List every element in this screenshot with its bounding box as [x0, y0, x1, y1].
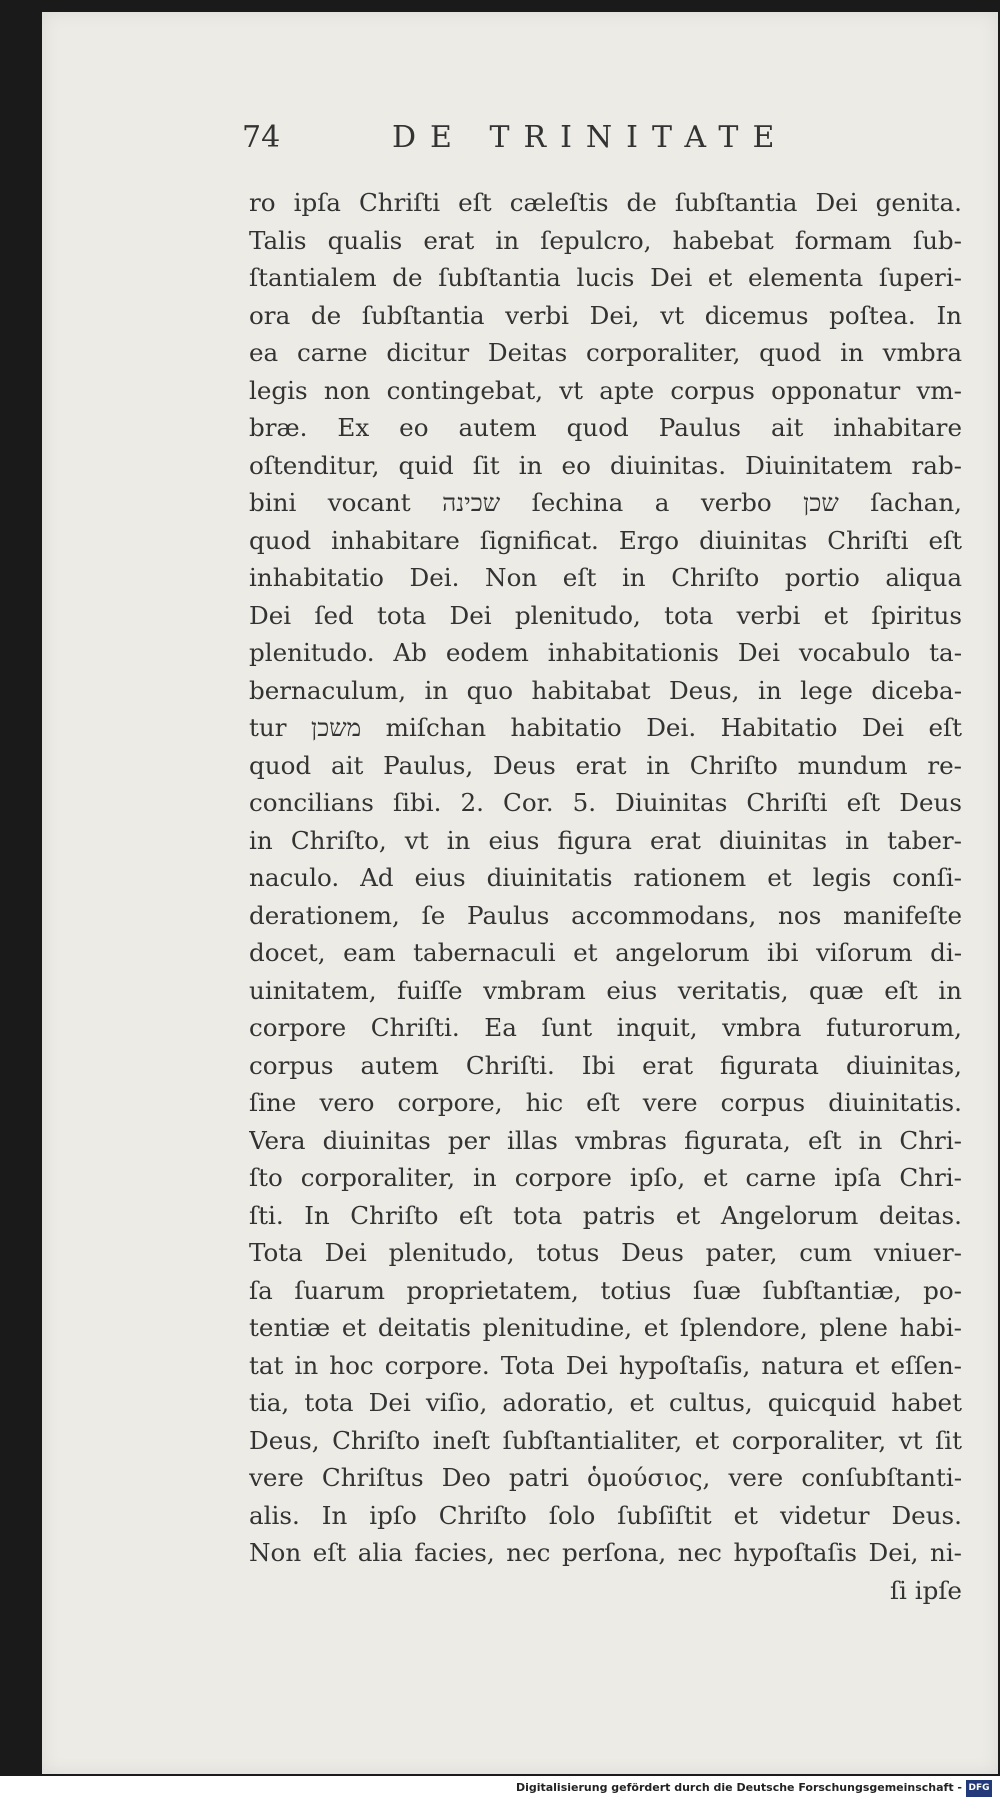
- text-line: quod inhabitare ſignificat. Ergo diuinitas Chriſti eſt: [249, 525, 962, 555]
- text-line: bini vocant שכינה ſechina a verbo שכן ſachan,: [249, 488, 962, 517]
- digitization-credit: Digitalisierung gefördert durch die Deutsche Forschungsgemeinschaft -: [515, 1781, 962, 1794]
- text-line: inhabitatio Dei. Non eſt in Chriſto portio aliqua: [249, 563, 962, 592]
- text-line: ro ipſa Chriſti eſt cæleſtis de ſubſtantia Dei genita.: [249, 188, 962, 217]
- page-number: 74: [242, 120, 281, 155]
- text-line: Vera diuinitas per illas vmbras figurata, eſt in Chri-: [249, 1125, 962, 1155]
- text-line: tia, tota Dei viſio, adoratio, et cultus, quicquid habet: [249, 1388, 962, 1417]
- book-page: [42, 12, 998, 1774]
- text-line: ſtantialem de ſubſtantia lucis Dei et elementa ſuperi-: [249, 263, 962, 292]
- text-line: Non eſt alia facies, nec perſona, nec hypoſtaſis Dei, ni-: [249, 1538, 962, 1567]
- text-line: docet, eam tabernaculi et angelorum ibi viſorum di-: [249, 938, 962, 967]
- text-line: plenitudo. Ab eodem inhabitationis Dei vocabulo ta-: [249, 638, 962, 667]
- text-line: tur משכן miſchan habitatio Dei. Habitatio Dei eſt: [249, 713, 962, 742]
- dfg-logo-icon: DFG: [966, 1780, 992, 1797]
- text-line: ſti. In Chriſto eſt tota patris et Angelorum deitas.: [249, 1200, 962, 1230]
- text-line: alis. In ipſo Chriſto ſolo ſubſiſtit et videtur Deus.: [249, 1500, 962, 1530]
- text-line: legis non contingebat, vt apte corpus opponatur vm-: [249, 375, 962, 405]
- text-line: uinitatem, fuiſſe vmbram eius veritatis, quæ eſt in: [249, 975, 962, 1005]
- page-header: [42, 120, 998, 170]
- catchword-line: ſi ipſe: [889, 1575, 962, 1605]
- text-line: ora de ſubſtantia verbi Dei, vt dicemus poſtea. In: [249, 300, 962, 330]
- text-line: derationem, ſe Paulus accommodans, nos manifeſte: [249, 900, 962, 930]
- text-line: ſine vero corpore, hic eſt vere corpus diuinitatis.: [249, 1088, 962, 1117]
- footer-bar: [0, 1776, 1000, 1803]
- text-line: bernaculum, in quo habitabat Deus, in lege diceba-: [249, 675, 962, 705]
- text-line: bræ. Ex eo autem quod Paulus ait inhabitare: [249, 413, 962, 442]
- body-text: [249, 184, 962, 1609]
- text-line: quod ait Paulus, Deus erat in Chriſto mundum re-: [249, 750, 962, 780]
- text-line: vere Chriſtus Deo patri ὁμούσιος, vere conſubſtanti-: [249, 1463, 962, 1492]
- text-line: concilians ſibi. 2. Cor. 5. Diuinitas Chriſti eſt Deus: [249, 788, 962, 817]
- text-line: naculo. Ad eius diuinitatis rationem et legis conſi-: [249, 863, 962, 892]
- text-line: ea carne dicitur Deitas corporaliter, quod in vmbra: [249, 338, 962, 367]
- text-line: Dei ſed tota Dei plenitudo, tota verbi et ſpiritus: [249, 600, 962, 630]
- text-line: in Chriſto, vt in eius figura erat diuinitas in taber-: [249, 825, 962, 855]
- text-line: corpore Chriſti. Ea ſunt inquit, vmbra futurorum,: [249, 1013, 962, 1042]
- text-line: ſto corporaliter, in corpore ipſo, et carne ipſa Chri-: [249, 1163, 962, 1192]
- running-title: DE TRINITATE: [392, 120, 789, 155]
- text-line: corpus autem Chriſti. Ibi erat figurata diuinitas,: [249, 1050, 962, 1080]
- text-line: tat in hoc corpore. Tota Dei hypoſtaſis, natura et eſſen-: [249, 1350, 962, 1380]
- text-line: Talis qualis erat in ſepulcro, habebat formam ſub-: [249, 225, 962, 255]
- text-line: Deus, Chriſto ineſt ſubſtantialiter, et corporaliter, vt ſit: [249, 1425, 962, 1455]
- text-line: tentiæ et deitatis plenitudine, et ſplendore, plene habi-: [249, 1313, 962, 1342]
- text-line: ſa ſuarum proprietatem, totius ſuæ ſubſtantiæ, po-: [249, 1275, 962, 1305]
- text-line: Tota Dei plenitudo, totus Deus pater, cum vniuer-: [249, 1238, 962, 1267]
- text-line: oſtenditur, quid ſit in eo diuinitas. Diuinitatem rab-: [249, 450, 962, 480]
